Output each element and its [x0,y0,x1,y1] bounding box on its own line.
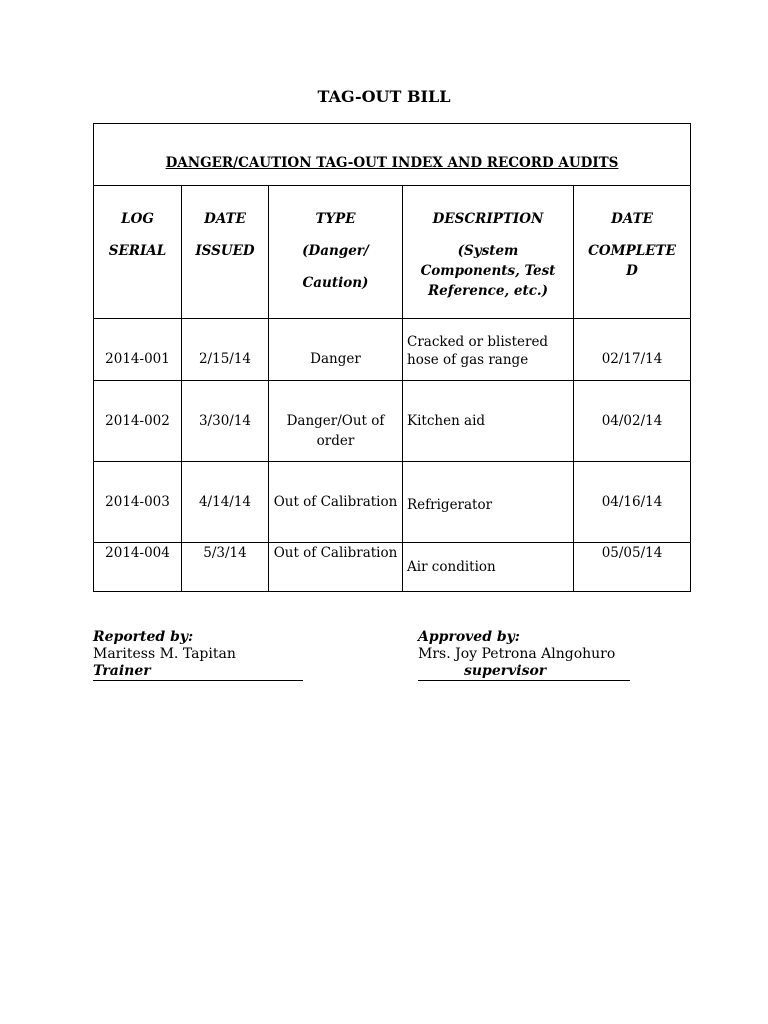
row-type: Danger/Out of order [269,381,403,462]
table-row [94,543,691,592]
document-title: TAG-OUT BILL [317,87,451,106]
row-type: Out of Calibration [269,543,403,592]
row-description: Refrigerator [403,462,574,543]
approved-by-block [418,629,633,685]
header-type-label: TYPE [315,211,356,227]
header-description [403,186,574,319]
row-type: Out of Calibration [269,462,403,543]
row-completed: 05/05/14 [574,543,691,592]
row-type: Danger [269,319,403,381]
row-completed: 02/17/14 [574,319,691,381]
header-date-completed [574,186,691,319]
table-row [94,462,691,543]
header-complete: COMPLETE [588,243,676,259]
header-description-system: (System [457,243,519,259]
table-title-cell [94,124,691,186]
approved-by-label: Approved by: [418,629,520,645]
header-description-label: DESCRIPTION [432,211,544,227]
table-row [94,319,691,381]
row-serial: 2014-001 [94,319,182,381]
row-issued: 3/30/14 [182,381,269,462]
row-serial: 2014-002 [94,381,182,462]
header-type-caution: Caution) [302,275,369,291]
approver-signature-line [418,680,630,681]
header-description-reference: Reference, etc.) [427,283,549,299]
header-complete-d: D [626,263,638,279]
reporter-signature-line [93,680,303,681]
row-completed: 04/16/14 [574,462,691,543]
table-title: DANGER/CAUTION TAG-OUT INDEX AND RECORD AUDITS [165,154,619,171]
row-issued: 4/14/14 [182,462,269,543]
header-log: LOG [121,211,154,227]
row-issued: 5/3/14 [182,543,269,592]
row-issued: 2/15/14 [182,319,269,381]
header-type [269,186,403,319]
header-type-danger: (Danger/ [302,243,369,259]
header-log-serial [94,186,182,319]
reported-by-label: Reported by: [93,629,194,645]
header-description-components: Components, Test [420,263,556,279]
header-issued: ISSUED [195,243,255,259]
header-date: DATE [204,211,246,227]
reporter-role: Trainer [93,663,151,679]
row-description: Kitchen aid [403,381,574,462]
row-serial: 2014-003 [94,462,182,543]
header-date-issued [182,186,269,319]
row-description: Air condition [403,543,574,592]
header-date-2: DATE [611,211,653,227]
row-serial: 2014-004 [94,543,182,592]
table-row [94,381,691,462]
row-completed: 04/02/14 [574,381,691,462]
approver-name: Mrs. Joy Petrona Alngohuro [418,646,616,662]
reporter-name: Maritess M. Tapitan [93,646,236,662]
tag-out-table [93,123,691,592]
approver-role: supervisor [464,663,547,679]
row-description: Cracked or blistered hose of gas range [403,319,574,381]
reported-by-block [93,629,308,685]
header-serial: SERIAL [108,243,167,259]
header-row [94,186,691,319]
